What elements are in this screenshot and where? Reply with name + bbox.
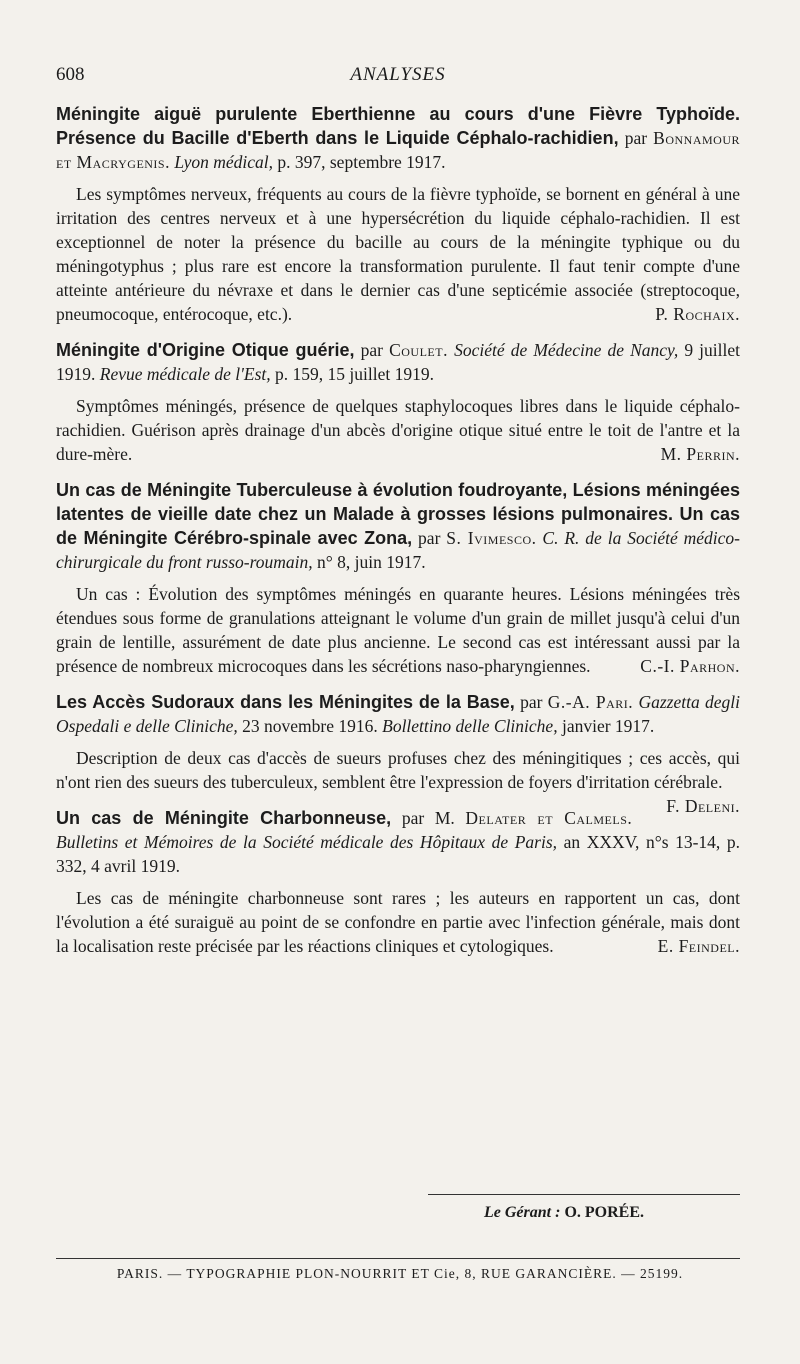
page-number: 608 xyxy=(56,64,85,85)
entry-title: Méningite d'Origine Otique guérie, xyxy=(56,340,355,360)
entry-signature: E. Feindel. xyxy=(657,936,740,956)
manager-line xyxy=(0,1204,800,1222)
manager-name: O. PORÉE. xyxy=(564,1204,644,1221)
abstract-entry xyxy=(56,690,740,816)
entry-source: Gazzetta degli Ospedali e delle Cliniche, xyxy=(56,692,740,736)
entry-body-text: Les cas de méningite charbonneuse sont rares ; les auteurs en rapportent un cas, dont l'évolution a été suraiguë au point de se confondre en partie avec l'infection générale, mais dont la localisation reste précisée par les réactions cliniques et cytologiques. xyxy=(56,888,740,956)
manager-label: Le Gérant : xyxy=(484,1204,561,1221)
entry-body-text: Description de deux cas d'accès de sueurs profuses chez des méningitiques ; ces accès, qui n'ont rien des sueurs des tuberculeux, semblent être l'expression de foyers d'irritation cérébrale. xyxy=(56,748,740,792)
entry-heading xyxy=(56,478,740,574)
entry-body xyxy=(56,746,740,816)
entry-source: Lyon médical, xyxy=(169,152,273,172)
entry-heading xyxy=(56,102,740,174)
manager-rule xyxy=(428,1194,740,1195)
entry-body xyxy=(56,182,740,326)
entry-body-text: Symptômes méningés, présence de quelques staphylocoques libres dans le liquide céphalo-rachidien. Guérison après drainage d'un abcès d'origine otique situé entre le toit de l'antre et la dure-mère. xyxy=(56,396,740,464)
entry-by: par M. xyxy=(391,808,466,828)
abstracts-list xyxy=(56,102,740,970)
entry-body-text: Un cas : Évolution des symptômes méningés en quarante heures. Lésions méningées très étendues sous forme de granulations atteignant le volume d'un grain de millet jusqu'à celui d'un grain de lentille, assurément de date plus ancienne. Le second cas est intéressant aussi par la présence de nombreux microcoques dans les sécrétions naso-pharyngiennes. xyxy=(56,584,740,676)
entry-authors: G.-A. Pari. xyxy=(547,692,634,712)
entry-title: Méningite aiguë purulente Eberthienne au cours d'une Fièvre Typhoïde. Présence du Bacille d'Eberth dans le Liquide Céphalo-rachidien, xyxy=(56,104,740,148)
entry-title: Un cas de Méningite Tuberculeuse à évolution foudroyante, Lésions méningées latentes de vieille date chez un Malade à grosses lésions pulmonaires. Un cas de Méningite Cérébro-spinale avec Zona, xyxy=(56,480,740,548)
entry-authors: Coulet. xyxy=(389,340,448,360)
abstract-entry xyxy=(56,102,740,326)
entry-source: Société de Médecine de Nancy, xyxy=(447,340,679,360)
entry-heading xyxy=(56,338,740,386)
entry-details-2: p. 159, 15 juillet 1919. xyxy=(270,364,434,384)
entry-authors: Delater et Calmels. xyxy=(465,808,633,828)
entry-details: 23 novembre 1916. xyxy=(237,716,378,736)
imprint-rule xyxy=(56,1258,740,1259)
abstract-entry xyxy=(56,806,740,958)
entry-authors: Bonnamour et Macrygenis. xyxy=(56,128,740,172)
running-title: ANALYSES xyxy=(350,64,446,85)
entry-details: an XXXV, n°s 13-14, p. 332, 4 avril 1919. xyxy=(56,832,740,876)
entry-body xyxy=(56,582,740,678)
entry-signature: C.-I. Parhon. xyxy=(640,656,740,676)
entry-details-2: janvier 1917. xyxy=(557,716,655,736)
entry-details: 9 juillet 1919. xyxy=(56,340,740,384)
entry-source-2: Bollettino delle Cliniche, xyxy=(377,716,558,736)
running-head xyxy=(56,64,740,94)
printer-imprint: PARIS. — TYPOGRAPHIE PLON-NOURRIT ET Cie, 8, RUE GARANCIÈRE. — 25199. xyxy=(116,1266,684,1281)
entry-by: par xyxy=(412,528,447,548)
abstract-entry xyxy=(56,338,740,466)
entry-by: par xyxy=(514,692,548,712)
entry-signature: P. Rochaix. xyxy=(655,304,740,324)
entry-body-text: Les symptômes nerveux, fréquents au cours de la fièvre typhoïde, se bornent en général à une irritation des centres nerveux et à une hypersécrétion du liquide céphalo-rachidien. Il est exceptionnel de noter la présence du bacille au cours de la méningite typhique ou du méningotyphus ; plus rare est encore la transformation purulente. Il faut tenir compte d'une atteinte antérieure du névraxe et dans le dernier cas d'une septicémie associée (streptocoque, pneumocoque, entérocoque, etc.). xyxy=(56,184,740,324)
entry-details: p. 397, septembre 1917. xyxy=(273,152,446,172)
entry-signature: F. Deleni. xyxy=(666,796,740,816)
entry-by: par xyxy=(618,128,654,148)
entry-signature: M. Perrin. xyxy=(660,444,740,464)
entry-by: par xyxy=(354,340,390,360)
entry-source: C. R. de la Société médico-chirurgicale du front russo-roumain, xyxy=(56,528,740,572)
entry-source: Bulletins et Mémoires de la Société médicale des Hôpitaux de Paris, xyxy=(56,832,558,852)
entry-details: n° 8, juin 1917. xyxy=(312,552,426,572)
abstract-entry xyxy=(56,478,740,678)
entry-authors: S. Ivimesco. xyxy=(446,528,537,548)
entry-source-2: Revue médicale de l'Est, xyxy=(95,364,271,384)
entry-heading xyxy=(56,690,740,738)
entry-title: Les Accès Sudoraux dans les Méningites de la Base, xyxy=(56,692,515,712)
entry-title: Un cas de Méningite Charbonneuse, xyxy=(56,808,392,828)
entry-body xyxy=(56,886,740,958)
entry-body xyxy=(56,394,740,466)
